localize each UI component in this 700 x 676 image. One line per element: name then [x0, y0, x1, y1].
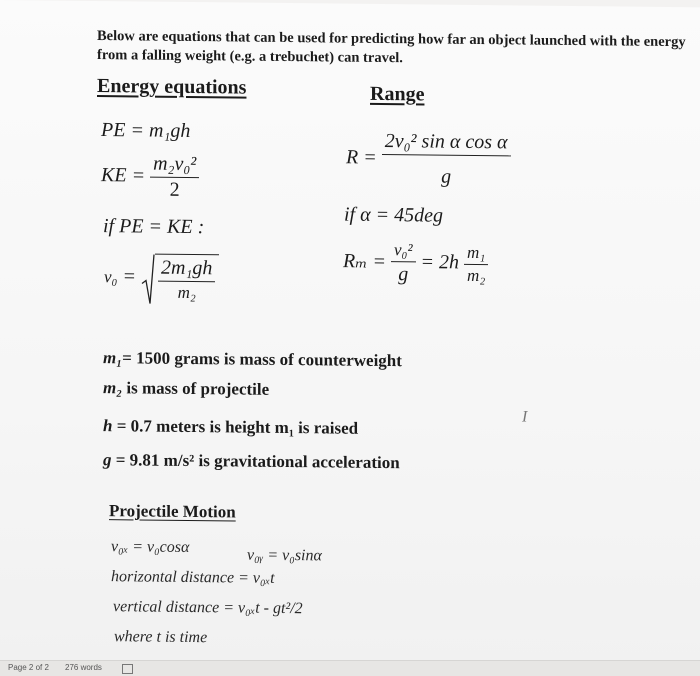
variable-m2: m₂ is mass of projectile	[103, 378, 270, 399]
pe-equation: PE = m₁gh	[101, 119, 191, 142]
v0-equation: v₀ = $\frac{\text{2m₁gh}}{\text{m₂}}$	[104, 253, 219, 303]
proofing-icon[interactable]	[122, 664, 133, 674]
ke-equation: KE = $\frac{\text{m₂v₀²}}{2}$	[101, 152, 199, 202]
projectile-motion-heading: Projectile Motion	[109, 501, 236, 522]
range-condition: if α = 45deg	[344, 203, 443, 227]
status-bar	[0, 660, 700, 676]
energy-condition: if PE = KE :	[103, 215, 205, 239]
vertical-distance: vertical distance = v₀ₓt - gt²/2	[113, 598, 303, 618]
word-count[interactable]: 276 words	[65, 663, 102, 672]
energy-equations-heading: Energy equations	[97, 75, 247, 99]
horizontal-distance: horizontal distance = v₀ₓt	[111, 568, 275, 587]
time-definition: where t is time	[114, 628, 208, 647]
page-count[interactable]: Page 2 of 2	[8, 663, 49, 672]
range-fraction: $\frac{\text{2v₀² sin α cos α}}{g}$	[382, 130, 511, 189]
max-range-equation: Rₘ = $\frac{\text{v₀²}}{g}$ = 2h $\frac{\text{m₁}}{\text{m₂}}$	[343, 240, 488, 288]
intro-paragraph: Below are equations that can be used for predicting how far an object launched with the energy from a falling weight (e.g. a trebuchet) can travel.	[97, 28, 686, 67]
variable-m1: m₁= 1500 grams is mass of counterweight	[103, 348, 402, 371]
ke-fraction: $\frac{\text{m₂v₀²}}{2}$	[150, 153, 199, 203]
square-root: $\frac{\text{2m₁gh}}{\text{m₂}}$	[141, 253, 219, 303]
vox-equation: v₀ₓ = v₀cosα	[111, 538, 190, 556]
variable-g: g = 9.81 m/s² is gravitational acceleration	[103, 450, 400, 473]
range-equation: R = $\frac{\text{2v₀² sin α cos α}}{g}$	[346, 130, 511, 190]
voy-equation: v₀ᵧ = v₀sinα	[247, 546, 322, 565]
variable-h: h = 0.7 meters is height m₁ is raised	[103, 416, 359, 438]
text-cursor-icon: I	[522, 408, 528, 426]
range-heading: Range	[370, 82, 425, 106]
